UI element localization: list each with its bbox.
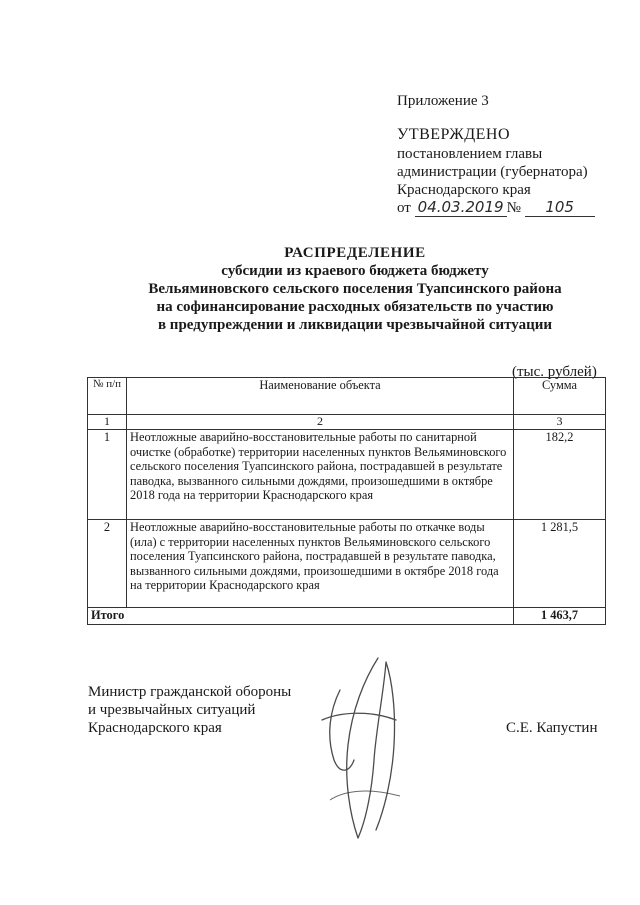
column-index: 3 — [514, 415, 606, 430]
heading-line: на софинансирование расходных обязательств по участию — [156, 299, 554, 315]
document-title: РАСПРЕДЕЛЕНИЕ — [284, 245, 426, 261]
approval-reference — [397, 198, 595, 217]
position-line: Министр гражданской обороны — [88, 684, 292, 700]
heading-line: Вельяминовского сельского поселения Туапсинского района — [148, 281, 562, 297]
document-heading — [100, 244, 610, 334]
signatory-name: С.Е. Капустин — [506, 720, 598, 736]
row-name: Неотложные аварийно-восстановительные работы по откачке воды (ила) с территории населенных пунктов Вельяминовского сельского поселения Туапсинского района, пострадавшей в результате паводка, вызванного сильными дождями, произошедшими в октябре 2018 года на территории Краснодарского края — [127, 520, 514, 608]
row-sum: 182,2 — [514, 430, 606, 520]
signatory-position — [88, 683, 291, 737]
header-sum: Сумма — [514, 378, 606, 415]
table-row — [88, 430, 606, 520]
approval-line: Краснодарского края — [397, 182, 531, 198]
header-name: Наименование объекта — [127, 378, 514, 415]
position-line: Краснодарского края — [88, 720, 222, 736]
row-num: 1 — [88, 430, 127, 520]
handwritten-signature — [300, 650, 430, 850]
approval-date: 04.03.2019 — [415, 198, 507, 217]
position-line: и чрезвычайных ситуаций — [88, 702, 256, 718]
heading-line: субсидии из краевого бюджета бюджету — [221, 263, 489, 279]
approval-line: администрации (губернатора) — [397, 164, 588, 180]
distribution-table — [87, 377, 606, 625]
column-index-row — [88, 415, 606, 430]
table-header-row — [88, 378, 606, 415]
table-row — [88, 520, 606, 608]
column-index: 2 — [127, 415, 514, 430]
column-index: 1 — [88, 415, 127, 430]
appendix-label: Приложение 3 — [397, 93, 489, 109]
total-label: Итого — [88, 608, 514, 625]
total-row — [88, 608, 606, 625]
header-num: № п/п — [88, 378, 127, 415]
units-label: (тыс. рублей) — [512, 364, 597, 380]
approval-number: 105 — [525, 198, 595, 217]
number-sign: № — [506, 200, 521, 216]
approval-title: УТВЕРЖДЕНО — [397, 126, 511, 143]
row-num: 2 — [88, 520, 127, 608]
row-name: Неотложные аварийно-восстановительные работы по санитарной очистке (обработке) территории населенных пунктов Вельяминовского сельского поселения Туапсинского района, пострадавшей в результате паводка, вызванного сильными дождями, произошедшими в октябре 2018 года на территории Краснодарского края — [127, 430, 514, 520]
date-prefix: от — [397, 200, 411, 216]
total-sum: 1 463,7 — [514, 608, 606, 625]
row-sum: 1 281,5 — [514, 520, 606, 608]
heading-line: в предупреждении и ликвидации чрезвычайной ситуации — [157, 317, 553, 333]
approval-line: постановлением главы — [397, 146, 543, 162]
